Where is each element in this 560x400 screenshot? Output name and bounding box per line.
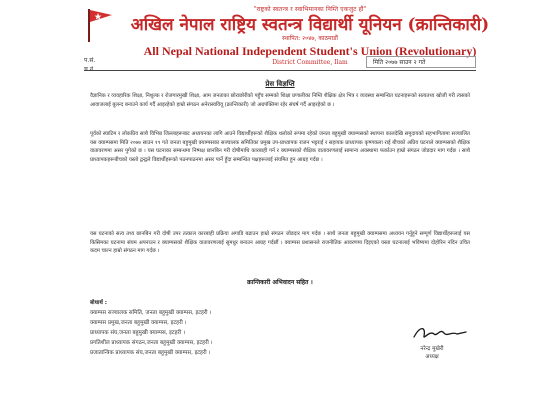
reference-numbers bbox=[84, 56, 95, 74]
cc-item: क्याम्पस प्रमुख,जनता बहुमुखी क्याम्पस, इटहरी । bbox=[90, 320, 187, 326]
org-name-english: All Nepal National Independent Student's Union (Revolutionary) bbox=[143, 44, 477, 58]
signatory-name: नरेन्द्र मुखेरी bbox=[420, 346, 444, 352]
handwritten-signature bbox=[410, 322, 470, 344]
letterhead-tagline: "राष्ट्रको स्वतन्त्र र स्वाभिमानका निम्ति एकजुट हौं" bbox=[253, 6, 367, 13]
date-box: मिति २०७७ साउन २ गते bbox=[366, 56, 476, 68]
cc-item: प्राध्यापक संघ,जनता बहुमुखी क्याम्पस, इटहरी । bbox=[90, 330, 186, 336]
red-flag-star-icon bbox=[86, 7, 114, 43]
signatory-role: अध्यक्ष bbox=[425, 354, 439, 360]
cc-item: प्रगतिशील प्राध्यापक संगठन,जनता बहुमुखी क्याम्पस, इटहरी । bbox=[90, 340, 213, 346]
org-name-nepali: अखिल नेपाल राष्ट्रिय स्वतन्त्र विद्यार्थी यूनियन (क्रान्तिकारी) bbox=[130, 15, 490, 35]
district-committee: District Committee, Ilam bbox=[272, 59, 348, 66]
chalani-number: च.नं. bbox=[84, 66, 95, 73]
sign-off: क्रान्तिकारी अभिवादन सहित । bbox=[247, 279, 313, 286]
signatory-block bbox=[402, 345, 462, 361]
document-title: प्रेस विज्ञप्ति bbox=[265, 80, 295, 88]
paragraph-1: वैज्ञानिक र व्यवहारिक शिक्षा, निशुल्क र रोजगारमुखी शिक्षा, आम जनताका छोराछोरीको पहुँच सम्मको शिक्षा प्रणालीका निम्ति शैक्षिक क्षेत्र भित्र र व्यवस्था सम्बन्धित घटनाहरूको सत्यतथ्य खोजी गरी त्यसको आवाजलाई बुलन्द बनाउने कार्य गर्दै आइरहेको हाम्रो संगठन अनेरास्ववियू (क्रान्तिकारी) जो अग्रपंक्तिमा रहेर संघर्ष गर्दै आइरहेको छ । bbox=[90, 93, 470, 108]
cc-item: क्याम्पस सञ्चालक समिति, जनता बहुमुखी क्याम्पस, इटहरी । bbox=[90, 310, 212, 316]
paragraph-3: यस घटनाको सत्य तथ्य छानबिन गरी दोषी उपर तत्काल कारबाही प्रक्रिया अगाडि बढाउन हाम्रो संगठन जोडदार माग गर्दछ । साथै जनता बहुमुखी क्याम्पसमा अध्ययन गर्नुहुने सम्पूर्ण विद्यार्थीहरूलाई यस किसिमका घटनामा संयम अपनाउन र क्याम्पसको शैक्षिक वातावरणलाई सुमधुर बनाउन आग्रह गर्दछौं । क्याम्पस प्रशासनले राजनीतिक आवरणमा दिइएको यस्ता घटनालाई भविष्यमा दोहोरिन नदिन उचित कदम चाल्न हाम्रो संगठन माग गर्दछ । bbox=[90, 231, 470, 255]
cc-item: प्रजातान्त्रिक प्राध्यापक संघ,जनता बहुमुखी क्याम्पस, इटहरी । bbox=[90, 350, 211, 356]
paragraph-2: पूर्वको स्याटिम र लोकप्रिय साथै विभिन्न जिल्लाहरूबाट अध्ययनका लागि आउने विद्यार्थीहरूको शैक्षिक थलोको रूपमा रहेको जनता बहुमुखी क्याम्पसको स्थापना कालदेखि समुदायको सहभागितामा सञ्चालित यस क्याम्पसमा मिति २०७७ साउन १९ गते जनता बहुमुखी क्याम्पसका सञ्चालक समितिका प्रमुख उप-प्राध्यापक राजन भट्टराई र सहायक प्राध्यापक कृष्णकला राई बीचको अप्रिय घटनाले क्याम्पसको शैक्षिक वातावरणमा असर पुगेको छ । यस घटनाका सम्बन्धमा निष्पक्ष छानबिन गरी दोषीमाथि कारबाही गर्न र क्याम्पसको शैक्षिक वातावरणलाई सामान्य अवस्थामा फर्काउन हाम्रो संगठन जोडदार माग गर्दछ । साथै प्राध्यापकहरूबीचको यस्तो द्वन्द्वले विद्यार्थीहरूको पठनपाठनमा असर पार्ने हुँदा सम्बन्धित पक्षहरूलाई संयमित हुन आग्रह गर्दछ । bbox=[90, 131, 470, 163]
patra-sankhya: प.सं. bbox=[84, 57, 96, 64]
cc-title: बोधार्थ : bbox=[90, 300, 108, 306]
cc-list bbox=[90, 308, 213, 358]
established-line: स्थापित: २०४७, काठमाडौं bbox=[282, 35, 338, 42]
header-divider bbox=[84, 70, 476, 71]
